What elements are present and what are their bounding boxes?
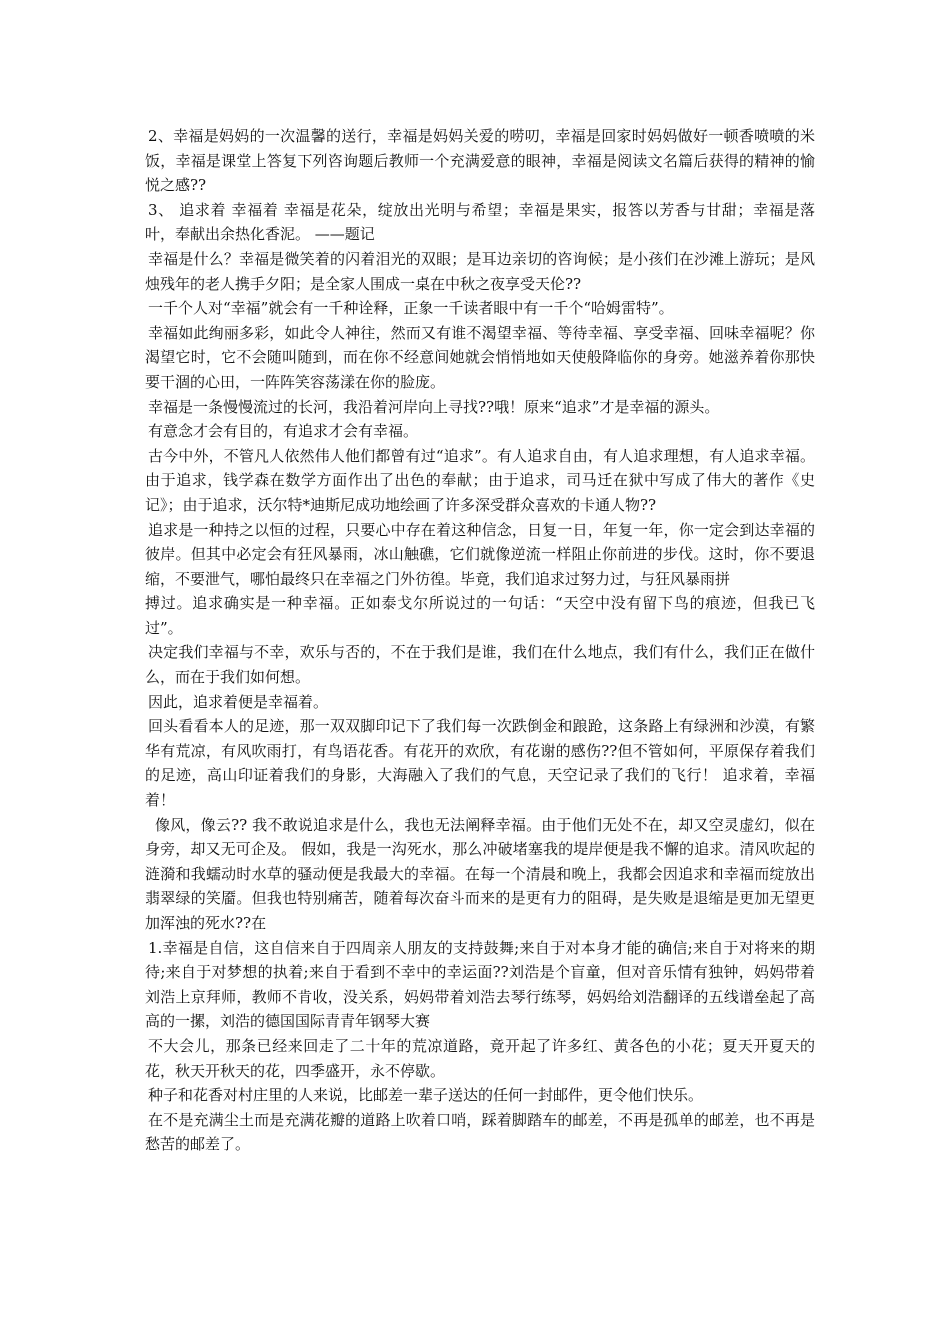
paragraph-8: 古今中外，不管凡人依然伟人他们都曾有过“追求”。有人追求自由，有人追求理想，有人追求幸福。由于追求，钱学森在数学方面作出了出色的奉献；由于追求，司马迁在狱中写成了伟大的著作《史记》；由于追求，沃尔特*迪斯尼成功地绘画了许多深受群众喜欢的卡通人物??: [145, 446, 815, 514]
paragraph-5: 幸福如此绚丽多彩，如此令人神往，然而又有谁不渴望幸福、等待幸福、享受幸福、回味幸福呢？你渴望它时，它不会随叫随到，而在你不经意间她就会悄悄地如天使般降临你的身旁。她滋养着你那快要干涸的心田，一阵阵笑容荡漾在你的脸庞。: [145, 323, 815, 391]
paragraph-11: 决定我们幸福与不幸，欢乐与否的，不在于我们是谁，我们在什么地点，我们有什么，我们正在做什么，而在于我们如何想。: [145, 643, 815, 687]
paragraph-16: 不大会儿，那条已经来回走了二十年的荒凉道路，竟开起了许多红、黄各色的小花；夏天开夏天的花，秋天开秋天的花，四季盛开，永不停歇。: [145, 1036, 815, 1080]
paragraph-2: 3、 追求着 幸福着 幸福是花朵，绽放出光明与希望；幸福是果实，报答以芳香与甘甜；幸福是落叶，奉献出余热化香泥。 ——题记: [145, 200, 815, 244]
document-body: [145, 124, 815, 1157]
paragraph-14: 像风，像云?? 我不敢说追求是什么，我也无法阐释幸福。由于他们无处不在，却又空灵虚幻，似在身旁，却又无可企及。 假如，我是一沟死水，那么冲破堵塞我的堤岸便是我不懈的追求。清风吹起的涟漪和我蠕动时水草的骚动便是我最大的幸福。在每一个清晨和晚上，我都会因追求和幸福而绽放出翡翠绿的笑靥。但我也特别痛苦，随着每次奋斗而来的是更有力的阻碍，是失败是退缩是更加无望更加浑浊的死水??在: [145, 815, 815, 932]
paragraph-7: 有意念才会有目的，有追求才会有幸福。: [148, 422, 419, 441]
paragraph-6: 幸福是一条慢慢流过的长河，我沿着河岸向上寻找??哦！原来“追求”才是幸福的源头。: [148, 397, 720, 416]
paragraph-13: 回头看看本人的足迹，那一双双脚印记下了我们每一次跌倒金和踉跄，这条路上有绿洲和沙漠，有繁华有荒凉，有风吹雨打，有鸟语花香。有花开的欢欣，有花谢的感伤??但不管如何，平原保存着我们的足迹，高山印证着我们的身影，大海融入了我们的气息，天空记录了我们的飞行！ 追求着，幸福着！: [145, 717, 815, 810]
paragraph-15: 1.幸福是自信，这自信来自于四周亲人朋友的支持鼓舞;来自于对本身才能的确信;来自于对将来的期待;来自于对梦想的执着;来自于看到不幸中的幸运面??刘浩是个盲童，但对音乐情有独钟，妈妈带着刘浩上京拜师，教师不肯收，没关系，妈妈带着刘浩去琴行练琴，妈妈给刘浩翻译的五线谱垒起了高高的一摞，刘浩的德国国际青青年钢琴大赛: [145, 938, 815, 1031]
paragraph-3: 幸福是什么？幸福是微笑着的闪着泪光的双眼；是耳边亲切的咨询候；是小孩们在沙滩上游玩；是风烛残年的老人携手夕阳；是全家人围成一桌在中秋之夜享受天伦??: [145, 249, 815, 293]
paragraph-1: 2、幸福是妈妈的一次温馨的送行，幸福是妈妈关爱的唠叨，幸福是回家时妈妈做好一顿香喷喷的米饭，幸福是课堂上答复下列咨询题后教师一个充满爱意的眼神，幸福是阅读文名篇后获得的精神的愉悦之感??: [145, 127, 815, 195]
paragraph-17: 种子和花香对村庄里的人来说，比邮差一辈子送达的任何一封邮件，更令他们快乐。: [148, 1086, 704, 1105]
paragraph-18: 在不是充满尘土而是充满花瓣的道路上吹着口哨，踩着脚踏车的邮差，不再是孤单的邮差，也不再是愁苦的邮差了。: [145, 1110, 815, 1154]
paragraph-9: 追求是一种持之以恒的过程，只要心中存在着这种信念，日复一日，年复一年，你一定会到达幸福的彼岸。但其中必定会有狂风暴雨，冰山触礁，它们就像逆流一样阻止你前进的步伐。这时，你不要退缩，不要泄气，哪怕最终只在幸福之门外彷徨。毕竟，我们追求过努力过，与狂风暴雨拼: [145, 520, 815, 588]
paragraph-12: 因此，追求着便是幸福着。: [148, 692, 329, 711]
paragraph-4: 一千个人对“幸福”就会有一千种诠释，正象一千读者眼中有一千个“哈姆雷特”。: [148, 299, 674, 318]
paragraph-10: 搏过。追求确实是一种幸福。正如泰戈尔所说过的一句话：“天空中没有留下鸟的痕迹，但我已飞过”。: [145, 594, 815, 637]
